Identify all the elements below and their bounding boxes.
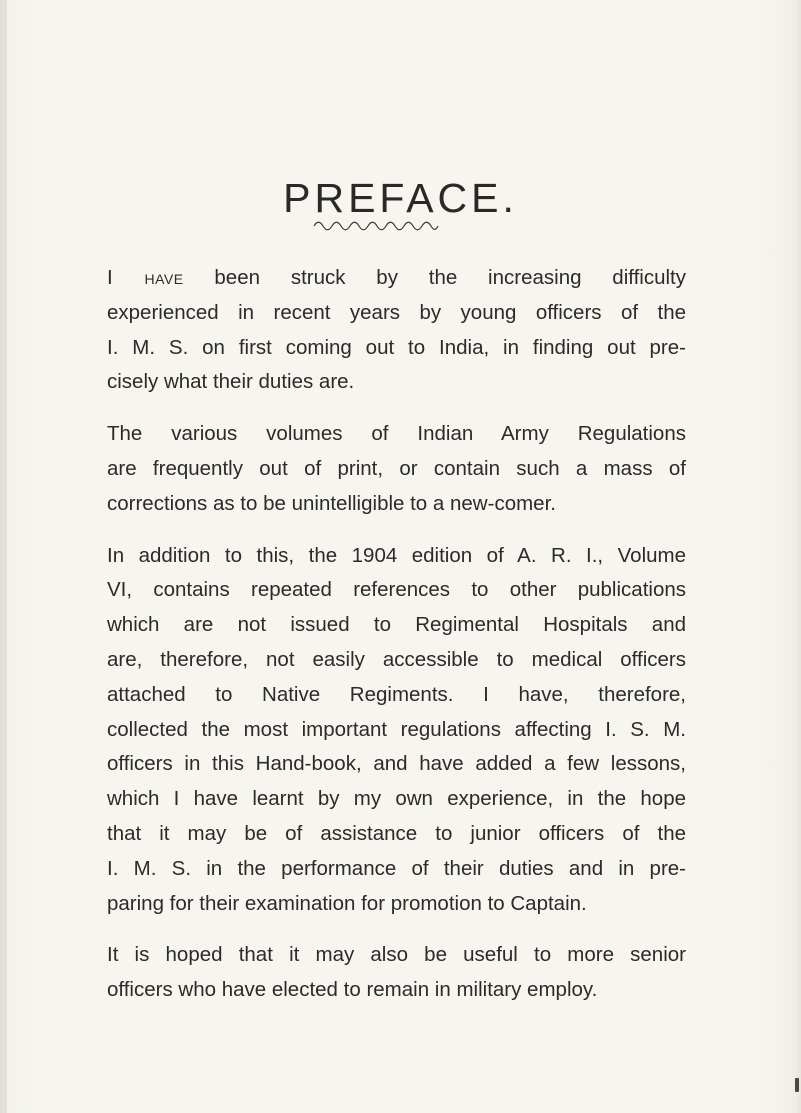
page-edge-mark (795, 1078, 799, 1092)
paragraph-1-line-4: cisely what their duties are. (107, 370, 355, 394)
paragraph-4-line-2: officers who have elected to remain in military employ. (107, 978, 598, 1002)
opening-small-caps: I have (107, 266, 184, 289)
paragraph-3-line-8: which I have learnt by my own experience, in the hope (107, 787, 686, 811)
paragraph-3-line-1: In addition to this, the 1904 edition of A. R. I., Volume (107, 543, 686, 567)
paragraph-1-line-3: I. M. S. on first coming out to India, in finding out pre- (107, 335, 686, 359)
paragraph-2-line-2: are frequently out of print, or contain such a mass of (107, 456, 686, 480)
paragraph-3-line-5: attached to Native Regiments. I have, therefore, (107, 682, 686, 706)
paragraph-3-line-6: collected the most important regulations affecting I. S. M. (107, 717, 686, 741)
paragraph-3 (80, 539, 686, 922)
binding-edge (0, 0, 7, 1113)
paragraph-1-line-1 (80, 261, 686, 296)
page-title: PREFACE. (283, 175, 518, 222)
paragraph-1 (80, 261, 686, 400)
paragraph-3-line-11: paring for their examination for promotion to Captain. (107, 891, 587, 915)
paragraph-3-line-10: I. M. S. in the performance of their duties and in pre- (107, 856, 686, 880)
paragraph-2-line-1: The various volumes of Indian Army Regulations (107, 422, 686, 446)
paragraph-3-line-7: officers in this Hand-book, and have added a few lessons, (107, 752, 686, 776)
preface-body (80, 261, 686, 1008)
paragraph-1-line-2: experienced in recent years by young officers of the (107, 300, 686, 324)
paragraph-2-line-3: corrections as to be unintelligible to a new-comer. (107, 491, 556, 515)
paragraph-3-line-3: which are not issued to Regimental Hospitals and (107, 613, 686, 637)
wavy-rule-ornament (312, 220, 440, 232)
paragraph-3-line-2: VI, contains repeated references to other publications (107, 578, 686, 602)
paragraph-2 (80, 417, 686, 521)
paragraph-3-line-4: are, therefore, not easily accessible to medical officers (107, 647, 686, 671)
paragraph-4 (80, 938, 686, 1008)
paragraph-4-line-1: It is hoped that it may also be useful to more senior (107, 943, 686, 967)
paragraph-3-line-9: that it may be of assistance to junior officers of the (107, 821, 686, 845)
paragraph-1-line-1-text: been struck by the increasing difficulty (183, 266, 686, 289)
